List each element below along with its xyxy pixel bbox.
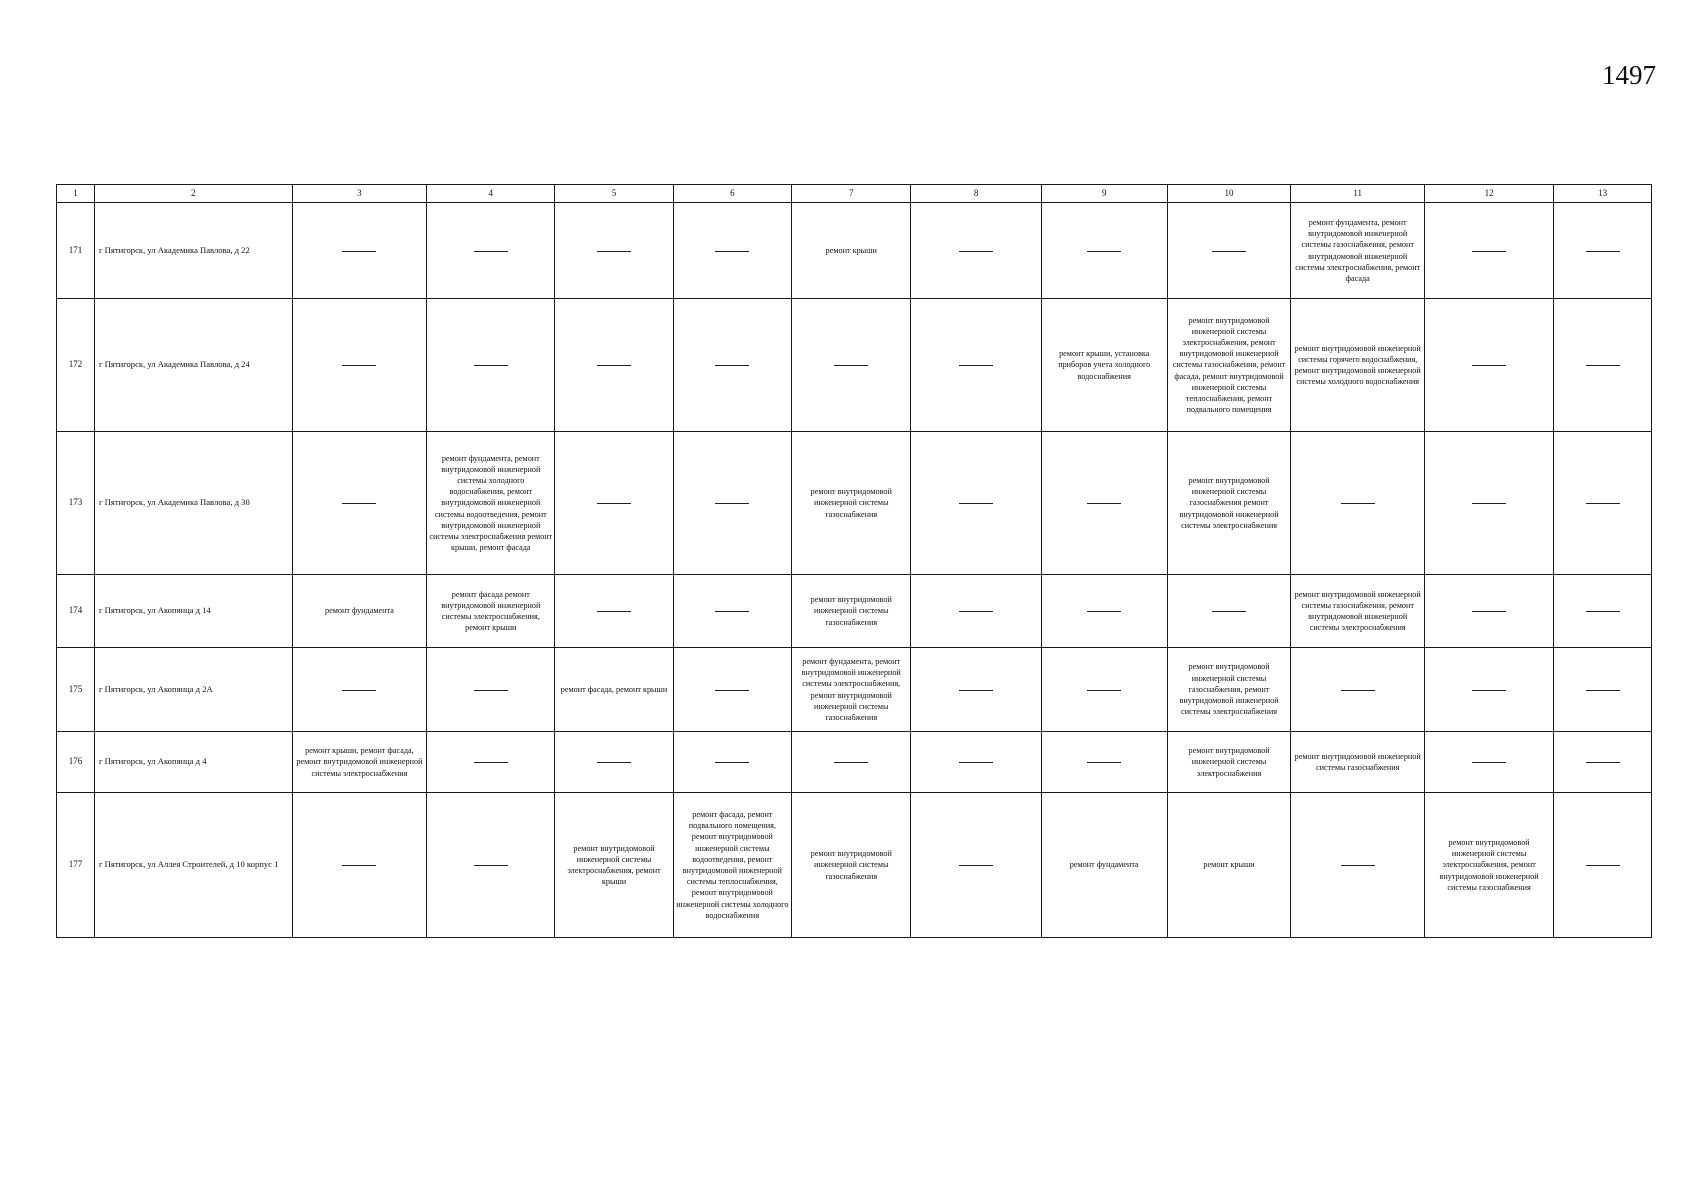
work-cell-col-10: ремонт внутридомовой инженерной системы газоснабжения, ремонт внутридомовой инженерной системы электроснабжения bbox=[1167, 648, 1291, 732]
empty-dash bbox=[1341, 503, 1375, 504]
work-cell-col-5 bbox=[555, 732, 673, 793]
work-cell-col-12 bbox=[1424, 732, 1553, 793]
work-cell-col-7: ремонт внутридомовой инженерной системы газоснабжения bbox=[792, 575, 911, 648]
work-cell-col-12 bbox=[1424, 575, 1553, 648]
column-number-9: 9 bbox=[1041, 185, 1167, 203]
work-cell-col-5 bbox=[555, 299, 673, 432]
empty-dash bbox=[834, 762, 868, 763]
empty-dash bbox=[597, 503, 631, 504]
empty-dash bbox=[1087, 251, 1121, 252]
address-cell: г Пятигорск, ул Академика Павлова, д 24 bbox=[95, 299, 293, 432]
work-cell-col-9: ремонт фундамента bbox=[1041, 793, 1167, 938]
work-cell-col-13 bbox=[1554, 575, 1652, 648]
address-cell: г Пятигорск, ул Академика Павлова, д 22 bbox=[95, 203, 293, 299]
empty-dash bbox=[342, 365, 376, 366]
column-number-1: 1 bbox=[57, 185, 95, 203]
empty-dash bbox=[959, 365, 993, 366]
work-cell-col-3 bbox=[292, 203, 427, 299]
empty-dash bbox=[715, 611, 749, 612]
empty-dash bbox=[342, 865, 376, 866]
work-cell-col-9 bbox=[1041, 648, 1167, 732]
empty-dash bbox=[597, 762, 631, 763]
work-cell-col-12 bbox=[1424, 203, 1553, 299]
work-cell-col-6 bbox=[673, 732, 791, 793]
empty-dash bbox=[834, 365, 868, 366]
work-cell-col-10: ремонт крыши bbox=[1167, 793, 1291, 938]
empty-dash bbox=[1472, 762, 1506, 763]
empty-dash bbox=[1586, 251, 1620, 252]
empty-dash bbox=[1341, 865, 1375, 866]
empty-dash bbox=[342, 503, 376, 504]
work-cell-col-13 bbox=[1554, 793, 1652, 938]
row-number: 173 bbox=[57, 432, 95, 575]
empty-dash bbox=[597, 251, 631, 252]
work-cell-col-4 bbox=[427, 648, 555, 732]
work-cell-col-11: ремонт фундамента, ремонт внутридомовой инженерной системы газоснабжения, ремонт внутридомовой инженерной системы электроснабжения, ремонт фасада bbox=[1291, 203, 1425, 299]
empty-dash bbox=[474, 251, 508, 252]
table-row bbox=[57, 432, 1652, 575]
empty-dash bbox=[1586, 865, 1620, 866]
work-cell-col-12 bbox=[1424, 648, 1553, 732]
empty-dash bbox=[1472, 251, 1506, 252]
work-cell-col-6 bbox=[673, 299, 791, 432]
work-cell-col-3: ремонт фундамента bbox=[292, 575, 427, 648]
work-cell-col-8 bbox=[911, 793, 1041, 938]
column-number-8: 8 bbox=[911, 185, 1041, 203]
empty-dash bbox=[959, 503, 993, 504]
work-cell-col-7: ремонт крыши bbox=[792, 203, 911, 299]
work-cell-col-3 bbox=[292, 793, 427, 938]
empty-dash bbox=[959, 690, 993, 691]
column-number-5: 5 bbox=[555, 185, 673, 203]
work-cell-col-7: ремонт внутридомовой инженерной системы газоснабжения bbox=[792, 432, 911, 575]
work-cell-col-4 bbox=[427, 732, 555, 793]
empty-dash bbox=[1586, 611, 1620, 612]
empty-dash bbox=[715, 503, 749, 504]
work-cell-col-9: ремонт крыши, установка приборов учета холодного водоснабжения bbox=[1041, 299, 1167, 432]
work-cell-col-10 bbox=[1167, 203, 1291, 299]
work-cell-col-11 bbox=[1291, 432, 1425, 575]
empty-dash bbox=[597, 365, 631, 366]
table-row bbox=[57, 299, 1652, 432]
column-number-row bbox=[57, 185, 1652, 203]
empty-dash bbox=[1586, 762, 1620, 763]
empty-dash bbox=[715, 690, 749, 691]
row-number: 174 bbox=[57, 575, 95, 648]
work-cell-col-5 bbox=[555, 432, 673, 575]
empty-dash bbox=[1472, 690, 1506, 691]
empty-dash bbox=[1586, 503, 1620, 504]
work-cell-col-11 bbox=[1291, 648, 1425, 732]
empty-dash bbox=[1472, 503, 1506, 504]
column-number-12: 12 bbox=[1424, 185, 1553, 203]
empty-dash bbox=[1586, 365, 1620, 366]
column-number-7: 7 bbox=[792, 185, 911, 203]
empty-dash bbox=[1087, 611, 1121, 612]
work-cell-col-10 bbox=[1167, 575, 1291, 648]
work-cell-col-3 bbox=[292, 648, 427, 732]
empty-dash bbox=[474, 865, 508, 866]
column-number-13: 13 bbox=[1554, 185, 1652, 203]
work-cell-col-6 bbox=[673, 432, 791, 575]
work-cell-col-10: ремонт внутридомовой инженерной системы электроснабжения, ремонт внутридомовой инженерной системы газоснабжения, ремонт фасада, ремонт внутридомовой инженерной системы теплоснабжения, ремонт подвального помещения bbox=[1167, 299, 1291, 432]
table-row bbox=[57, 732, 1652, 793]
work-cell-col-9 bbox=[1041, 203, 1167, 299]
work-cell-col-10: ремонт внутридомовой инженерной системы газоснабжения ремонт внутридомовой инженерной системы электроснабжения bbox=[1167, 432, 1291, 575]
work-cell-col-4 bbox=[427, 203, 555, 299]
work-cell-col-12: ремонт внутридомовой инженерной системы электроснабжения, ремонт внутридомовой инженерной системы газоснабжения bbox=[1424, 793, 1553, 938]
work-cell-col-8 bbox=[911, 432, 1041, 575]
work-cell-col-7 bbox=[792, 299, 911, 432]
empty-dash bbox=[715, 365, 749, 366]
work-cell-col-7 bbox=[792, 732, 911, 793]
address-cell: г Пятигорск, ул Акопянца д 2А bbox=[95, 648, 293, 732]
work-cell-col-7: ремонт фундамента, ремонт внутридомовой инженерной системы электроснабжения, ремонт внутридомовой инженерной системы газоснабжения bbox=[792, 648, 911, 732]
work-cell-col-9 bbox=[1041, 732, 1167, 793]
work-cell-col-11 bbox=[1291, 793, 1425, 938]
table-row bbox=[57, 203, 1652, 299]
work-cell-col-4: ремонт фундамента, ремонт внутридомовой инженерной системы холодного водоснабжения, ремонт внутридомовой инженерной системы водоотведения, ремонт внутридомовой инженерной системы электроснабжения ремонт крыши, ремонт фасада bbox=[427, 432, 555, 575]
work-cell-col-6 bbox=[673, 648, 791, 732]
row-number: 177 bbox=[57, 793, 95, 938]
row-number: 176 bbox=[57, 732, 95, 793]
column-number-10: 10 bbox=[1167, 185, 1291, 203]
address-cell: г Пятигорск, ул Акопянца д 14 bbox=[95, 575, 293, 648]
address-cell: г Пятигорск, ул Акопянца д 4 bbox=[95, 732, 293, 793]
work-cell-col-8 bbox=[911, 575, 1041, 648]
work-cell-col-4: ремонт фасада ремонт внутридомовой инженерной системы электроснабжения, ремонт крыши bbox=[427, 575, 555, 648]
empty-dash bbox=[1586, 690, 1620, 691]
work-cell-col-8 bbox=[911, 299, 1041, 432]
empty-dash bbox=[1341, 690, 1375, 691]
address-cell: г Пятигорск, ул Академика Павлова, д 30 bbox=[95, 432, 293, 575]
empty-dash bbox=[1087, 762, 1121, 763]
address-cell: г Пятигорск, ул Аллея Строителей, д 10 корпус 1 bbox=[95, 793, 293, 938]
work-cell-col-5: ремонт внутридомовой инженерной системы электроснабжения, ремонт крыши bbox=[555, 793, 673, 938]
work-cell-col-11: ремонт внутридомовой инженерной системы горячего водоснабжения, ремонт внутридомовой инженерной системы холодного водоснабжения bbox=[1291, 299, 1425, 432]
empty-dash bbox=[342, 690, 376, 691]
work-cell-col-11: ремонт внутридомовой инженерной системы газоснабжения, ремонт внутридомовой инженерной системы электроснабжения bbox=[1291, 575, 1425, 648]
empty-dash bbox=[1472, 611, 1506, 612]
work-cell-col-3 bbox=[292, 432, 427, 575]
column-number-4: 4 bbox=[427, 185, 555, 203]
work-cell-col-9 bbox=[1041, 432, 1167, 575]
work-cell-col-13 bbox=[1554, 648, 1652, 732]
empty-dash bbox=[342, 251, 376, 252]
work-cell-col-11: ремонт внутридомовой инженерной системы газоснабжения bbox=[1291, 732, 1425, 793]
column-number-6: 6 bbox=[673, 185, 791, 203]
empty-dash bbox=[959, 865, 993, 866]
empty-dash bbox=[959, 611, 993, 612]
work-cell-col-13 bbox=[1554, 432, 1652, 575]
work-cell-col-13 bbox=[1554, 299, 1652, 432]
table-row bbox=[57, 575, 1652, 648]
page-number: 1497 bbox=[1602, 60, 1656, 90]
work-cell-col-12 bbox=[1424, 432, 1553, 575]
work-cell-col-8 bbox=[911, 732, 1041, 793]
empty-dash bbox=[1212, 611, 1246, 612]
work-cell-col-6 bbox=[673, 575, 791, 648]
empty-dash bbox=[1472, 365, 1506, 366]
row-number: 172 bbox=[57, 299, 95, 432]
work-cell-col-5: ремонт фасада, ремонт крыши bbox=[555, 648, 673, 732]
column-number-3: 3 bbox=[292, 185, 427, 203]
empty-dash bbox=[715, 251, 749, 252]
work-cell-col-7: ремонт внутридомовой инженерной системы газоснабжения bbox=[792, 793, 911, 938]
work-cell-col-13 bbox=[1554, 732, 1652, 793]
column-number-2: 2 bbox=[95, 185, 293, 203]
work-cell-col-6: ремонт фасада, ремонт подвального помещения, ремонт внутридомовой инженерной системы водоотведения, ремонт внутридомовой инженерной системы теплоснабжения, ремонт внутридомовой инженерной системы холодного водоснабжения bbox=[673, 793, 791, 938]
work-cell-col-4 bbox=[427, 793, 555, 938]
work-cell-col-5 bbox=[555, 575, 673, 648]
empty-dash bbox=[474, 690, 508, 691]
work-cell-col-5 bbox=[555, 203, 673, 299]
row-number: 175 bbox=[57, 648, 95, 732]
empty-dash bbox=[959, 251, 993, 252]
capital-repair-table bbox=[56, 184, 1652, 938]
empty-dash bbox=[597, 611, 631, 612]
work-cell-col-9 bbox=[1041, 575, 1167, 648]
work-cell-col-3 bbox=[292, 299, 427, 432]
work-cell-col-6 bbox=[673, 203, 791, 299]
work-cell-col-13 bbox=[1554, 203, 1652, 299]
column-number-11: 11 bbox=[1291, 185, 1425, 203]
empty-dash bbox=[1087, 690, 1121, 691]
work-cell-col-12 bbox=[1424, 299, 1553, 432]
empty-dash bbox=[1087, 503, 1121, 504]
work-cell-col-3: ремонт крыши, ремонт фасада, ремонт внутридомовой инженерной системы электроснабжения bbox=[292, 732, 427, 793]
empty-dash bbox=[959, 762, 993, 763]
work-cell-col-4 bbox=[427, 299, 555, 432]
empty-dash bbox=[1212, 251, 1246, 252]
empty-dash bbox=[715, 762, 749, 763]
work-cell-col-8 bbox=[911, 648, 1041, 732]
empty-dash bbox=[474, 762, 508, 763]
work-cell-col-10: ремонт внутридомовой инженерной системы электроснабжения bbox=[1167, 732, 1291, 793]
table-row bbox=[57, 793, 1652, 938]
row-number: 171 bbox=[57, 203, 95, 299]
empty-dash bbox=[474, 365, 508, 366]
table-row bbox=[57, 648, 1652, 732]
work-cell-col-8 bbox=[911, 203, 1041, 299]
